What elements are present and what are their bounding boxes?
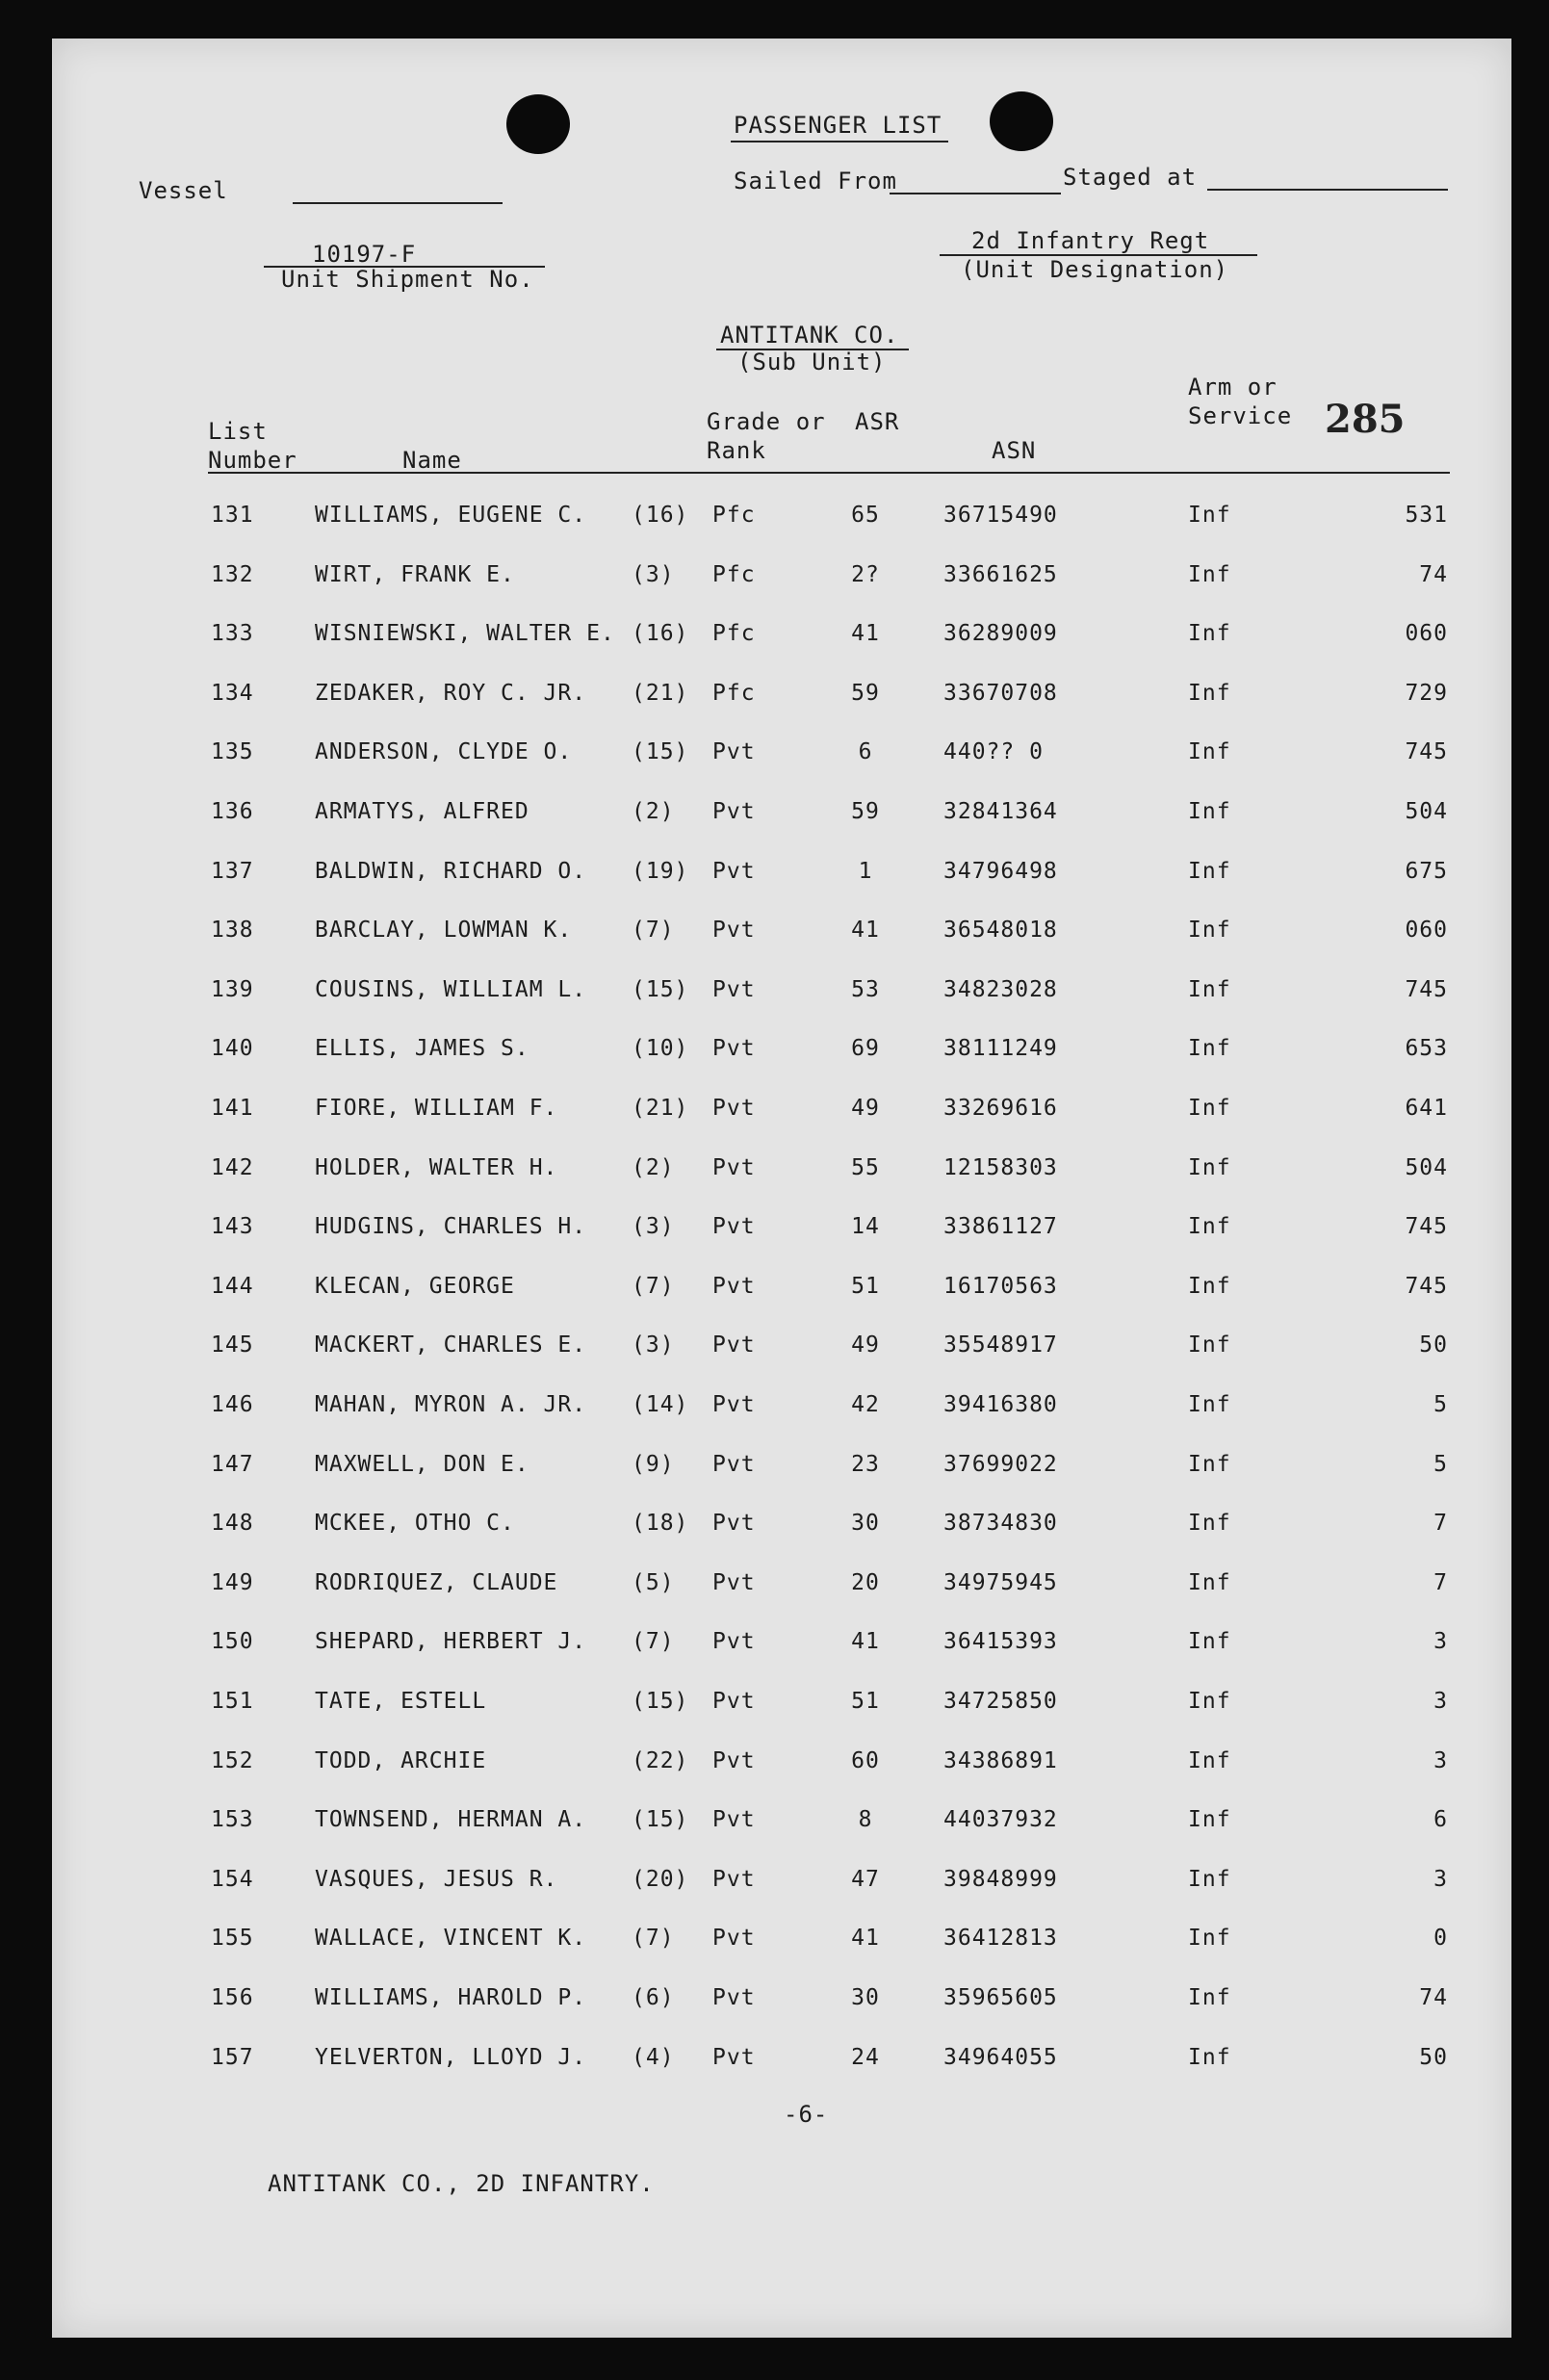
sub-unit: ANTITANK CO. bbox=[720, 322, 899, 349]
passenger-name: WALLACE, VINCENT K. bbox=[315, 1926, 587, 1952]
mos-code: 729 bbox=[1405, 680, 1448, 706]
arm-service: Inf bbox=[1188, 680, 1231, 706]
mos-code: 7 bbox=[1433, 1569, 1448, 1595]
passenger-name: MACKERT, CHARLES E. bbox=[315, 1332, 587, 1358]
asr-score: 20 bbox=[851, 1569, 880, 1595]
table-row bbox=[52, 1274, 1511, 1308]
table-row bbox=[52, 2045, 1511, 2080]
asr-score: 49 bbox=[851, 1096, 880, 1121]
asr-score: 55 bbox=[851, 1154, 880, 1180]
arm-service: Inf bbox=[1188, 621, 1231, 647]
header-rule bbox=[208, 472, 1450, 474]
passenger-name: MAXWELL, DON E. bbox=[315, 1451, 529, 1477]
arm-service: Inf bbox=[1188, 739, 1231, 765]
punch-hole-left bbox=[506, 94, 570, 154]
grade-rank: Pvt bbox=[712, 1273, 756, 1299]
mos-code: 745 bbox=[1405, 1273, 1448, 1299]
asr-score: 30 bbox=[851, 1985, 880, 2010]
col-grade-1: Grade or bbox=[707, 408, 826, 435]
group-code: (15) bbox=[632, 1689, 689, 1714]
table-row bbox=[52, 1748, 1511, 1783]
group-code: (15) bbox=[632, 976, 689, 1002]
grade-rank: Pfc bbox=[712, 503, 756, 528]
group-code: (7) bbox=[632, 918, 675, 944]
serial-number: 12158303 bbox=[943, 1154, 1058, 1180]
grade-rank: Pvt bbox=[712, 2044, 756, 2070]
list-number: 145 bbox=[211, 1332, 254, 1358]
list-number: 133 bbox=[211, 621, 254, 647]
grade-rank: Pvt bbox=[712, 1096, 756, 1121]
serial-number: 38111249 bbox=[943, 1036, 1058, 1062]
arm-service: Inf bbox=[1188, 1154, 1231, 1180]
grade-rank: Pvt bbox=[712, 1866, 756, 1892]
asr-score: 60 bbox=[851, 1747, 880, 1773]
arm-service: Inf bbox=[1188, 1569, 1231, 1595]
serial-number: 36548018 bbox=[943, 918, 1058, 944]
col-asn: ASN bbox=[992, 437, 1037, 464]
asr-score: 14 bbox=[851, 1214, 880, 1240]
group-code: (3) bbox=[632, 1332, 675, 1358]
table-row bbox=[52, 1096, 1511, 1130]
list-number: 138 bbox=[211, 918, 254, 944]
asr-score: 2? bbox=[851, 561, 880, 587]
group-code: (10) bbox=[632, 1036, 689, 1062]
title-underline bbox=[731, 141, 948, 142]
arm-service: Inf bbox=[1188, 1866, 1231, 1892]
arm-service: Inf bbox=[1188, 1273, 1231, 1299]
grade-rank: Pvt bbox=[712, 1511, 756, 1537]
staged-at-line bbox=[1207, 189, 1448, 191]
passenger-name: ANDERSON, CLYDE O. bbox=[315, 739, 573, 765]
group-code: (18) bbox=[632, 1511, 689, 1537]
passenger-name: COUSINS, WILLIAM L. bbox=[315, 976, 587, 1002]
group-code: (15) bbox=[632, 739, 689, 765]
serial-number: 16170563 bbox=[943, 1273, 1058, 1299]
table-row bbox=[52, 977, 1511, 1012]
table-row bbox=[52, 1392, 1511, 1427]
arm-service: Inf bbox=[1188, 799, 1231, 824]
mos-code: 3 bbox=[1433, 1747, 1448, 1773]
asr-score: 59 bbox=[851, 680, 880, 706]
col-arm-1: Arm or bbox=[1188, 374, 1278, 401]
arm-service: Inf bbox=[1188, 1511, 1231, 1537]
grade-rank: Pfc bbox=[712, 561, 756, 587]
group-code: (3) bbox=[632, 1214, 675, 1240]
passenger-name: TOWNSEND, HERMAN A. bbox=[315, 1807, 587, 1833]
mos-code: 3 bbox=[1433, 1689, 1448, 1714]
unit-shipment-label: Unit Shipment No. bbox=[281, 266, 534, 293]
table-row bbox=[52, 1807, 1511, 1842]
asr-score: 49 bbox=[851, 1332, 880, 1358]
arm-service: Inf bbox=[1188, 858, 1231, 884]
serial-number: 34796498 bbox=[943, 858, 1058, 884]
grade-rank: Pfc bbox=[712, 621, 756, 647]
group-code: (7) bbox=[632, 1629, 675, 1655]
list-number: 153 bbox=[211, 1807, 254, 1833]
asr-score: 24 bbox=[851, 2044, 880, 2070]
serial-number: 34725850 bbox=[943, 1689, 1058, 1714]
list-number: 151 bbox=[211, 1689, 254, 1714]
group-code: (6) bbox=[632, 1985, 675, 2010]
punch-hole-right bbox=[990, 91, 1053, 151]
group-code: (21) bbox=[632, 680, 689, 706]
sailed-from-label: Sailed From bbox=[734, 168, 897, 194]
grade-rank: Pvt bbox=[712, 1036, 756, 1062]
grade-rank: Pvt bbox=[712, 1154, 756, 1180]
mos-code: 50 bbox=[1419, 1332, 1448, 1358]
table-row bbox=[52, 1332, 1511, 1367]
list-number: 152 bbox=[211, 1747, 254, 1773]
arm-service: Inf bbox=[1188, 1214, 1231, 1240]
list-number: 146 bbox=[211, 1392, 254, 1417]
arm-service: Inf bbox=[1188, 2044, 1231, 2070]
col-list-number-2: Number bbox=[208, 447, 297, 474]
mos-code: 5 bbox=[1433, 1392, 1448, 1417]
list-number: 149 bbox=[211, 1569, 254, 1595]
mos-code: 3 bbox=[1433, 1866, 1448, 1892]
grade-rank: Pvt bbox=[712, 1451, 756, 1477]
grade-rank: Pvt bbox=[712, 1807, 756, 1833]
passenger-name: WIRT, FRANK E. bbox=[315, 561, 515, 587]
asr-score: 53 bbox=[851, 976, 880, 1002]
mos-code: 0 bbox=[1433, 1926, 1448, 1952]
list-number: 137 bbox=[211, 858, 254, 884]
passenger-name: FIORE, WILLIAM F. bbox=[315, 1096, 558, 1121]
serial-number: 35965605 bbox=[943, 1985, 1058, 2010]
passenger-name: KLECAN, GEORGE bbox=[315, 1273, 515, 1299]
asr-score: 1 bbox=[858, 858, 873, 884]
mos-code: 745 bbox=[1405, 976, 1448, 1002]
passenger-name: ARMATYS, ALFRED bbox=[315, 799, 529, 824]
mos-code: 5 bbox=[1433, 1451, 1448, 1477]
group-code: (7) bbox=[632, 1273, 675, 1299]
mos-code: 504 bbox=[1405, 1154, 1448, 1180]
staged-at-label: Staged at bbox=[1063, 164, 1198, 191]
mos-code: 74 bbox=[1419, 561, 1448, 587]
serial-number: 44037932 bbox=[943, 1807, 1058, 1833]
arm-service: Inf bbox=[1188, 1036, 1231, 1062]
unit-footnote: ANTITANK CO., 2D INFANTRY. bbox=[268, 2170, 655, 2197]
list-number: 157 bbox=[211, 2044, 254, 2070]
group-code: (15) bbox=[632, 1807, 689, 1833]
table-row bbox=[52, 1214, 1511, 1249]
passenger-name: RODRIQUEZ, CLAUDE bbox=[315, 1569, 558, 1595]
arm-service: Inf bbox=[1188, 1747, 1231, 1773]
grade-rank: Pvt bbox=[712, 1926, 756, 1952]
list-number: 156 bbox=[211, 1985, 254, 2010]
table-row bbox=[52, 859, 1511, 893]
table-row bbox=[52, 1689, 1511, 1723]
list-number: 134 bbox=[211, 680, 254, 706]
mos-code: 50 bbox=[1419, 2044, 1448, 2070]
asr-score: 59 bbox=[851, 799, 880, 824]
sub-unit-label: (Sub Unit) bbox=[737, 349, 887, 375]
document-page bbox=[52, 39, 1511, 2338]
list-number: 150 bbox=[211, 1629, 254, 1655]
table-row bbox=[52, 1926, 1511, 1960]
arm-service: Inf bbox=[1188, 918, 1231, 944]
list-number: 136 bbox=[211, 799, 254, 824]
asr-score: 51 bbox=[851, 1273, 880, 1299]
mos-code: 6 bbox=[1433, 1807, 1448, 1833]
serial-number: 39416380 bbox=[943, 1392, 1058, 1417]
table-row bbox=[52, 621, 1511, 656]
list-number: 131 bbox=[211, 503, 254, 528]
asr-score: 42 bbox=[851, 1392, 880, 1417]
arm-service: Inf bbox=[1188, 976, 1231, 1002]
table-row bbox=[52, 1155, 1511, 1190]
table-row bbox=[52, 562, 1511, 597]
group-code: (14) bbox=[632, 1392, 689, 1417]
passenger-name: SHEPARD, HERBERT J. bbox=[315, 1629, 587, 1655]
serial-number: 33670708 bbox=[943, 680, 1058, 706]
arm-service: Inf bbox=[1188, 1985, 1231, 2010]
serial-number: 440?? 0 bbox=[943, 739, 1044, 765]
group-code: (7) bbox=[632, 1926, 675, 1952]
list-number: 141 bbox=[211, 1096, 254, 1121]
asr-score: 51 bbox=[851, 1689, 880, 1714]
col-asr: ASR bbox=[855, 408, 900, 435]
serial-number: 32841364 bbox=[943, 799, 1058, 824]
table-row bbox=[52, 503, 1511, 537]
grade-rank: Pfc bbox=[712, 680, 756, 706]
grade-rank: Pvt bbox=[712, 918, 756, 944]
passenger-name: TODD, ARCHIE bbox=[315, 1747, 487, 1773]
vessel-line bbox=[293, 202, 503, 204]
grade-rank: Pvt bbox=[712, 858, 756, 884]
table-row bbox=[52, 1629, 1511, 1664]
arm-service: Inf bbox=[1188, 1689, 1231, 1714]
mos-code: 653 bbox=[1405, 1036, 1448, 1062]
mos-code: 745 bbox=[1405, 739, 1448, 765]
group-code: (22) bbox=[632, 1747, 689, 1773]
mos-code: 060 bbox=[1405, 621, 1448, 647]
group-code: (3) bbox=[632, 561, 675, 587]
grade-rank: Pvt bbox=[712, 1569, 756, 1595]
group-code: (4) bbox=[632, 2044, 675, 2070]
passenger-name: HUDGINS, CHARLES H. bbox=[315, 1214, 587, 1240]
table-row bbox=[52, 1985, 1511, 2020]
arm-service: Inf bbox=[1188, 1096, 1231, 1121]
mos-code: 641 bbox=[1405, 1096, 1448, 1121]
group-code: (19) bbox=[632, 858, 689, 884]
serial-number: 33661625 bbox=[943, 561, 1058, 587]
passenger-name: BALDWIN, RICHARD O. bbox=[315, 858, 587, 884]
mos-code: 74 bbox=[1419, 1985, 1448, 2010]
table-row bbox=[52, 918, 1511, 952]
mos-code: 3 bbox=[1433, 1629, 1448, 1655]
group-code: (16) bbox=[632, 503, 689, 528]
arm-service: Inf bbox=[1188, 503, 1231, 528]
table-row bbox=[52, 1452, 1511, 1487]
group-code: (9) bbox=[632, 1451, 675, 1477]
group-code: (5) bbox=[632, 1569, 675, 1595]
serial-number: 34964055 bbox=[943, 2044, 1058, 2070]
passenger-name: MCKEE, OTHO C. bbox=[315, 1511, 515, 1537]
passenger-name: VASQUES, JESUS R. bbox=[315, 1866, 558, 1892]
asr-score: 41 bbox=[851, 621, 880, 647]
list-number: 139 bbox=[211, 976, 254, 1002]
arm-service: Inf bbox=[1188, 1332, 1231, 1358]
table-row bbox=[52, 1570, 1511, 1605]
serial-number: 35548917 bbox=[943, 1332, 1058, 1358]
passenger-name: ZEDAKER, ROY C. JR. bbox=[315, 680, 587, 706]
document-title: PASSENGER LIST bbox=[734, 112, 942, 139]
list-number: 144 bbox=[211, 1273, 254, 1299]
arm-service: Inf bbox=[1188, 1926, 1231, 1952]
serial-number: 36289009 bbox=[943, 621, 1058, 647]
asr-score: 6 bbox=[858, 739, 873, 765]
arm-service: Inf bbox=[1188, 1392, 1231, 1417]
mos-code: 504 bbox=[1405, 799, 1448, 824]
serial-number: 33269616 bbox=[943, 1096, 1058, 1121]
grade-rank: Pvt bbox=[712, 1747, 756, 1773]
table-row bbox=[52, 1511, 1511, 1545]
group-code: (21) bbox=[632, 1096, 689, 1121]
page-number: -6- bbox=[784, 2101, 829, 2128]
list-number: 143 bbox=[211, 1214, 254, 1240]
group-code: (16) bbox=[632, 621, 689, 647]
serial-number: 36715490 bbox=[943, 503, 1058, 528]
mos-code: 675 bbox=[1405, 858, 1448, 884]
group-code: (20) bbox=[632, 1866, 689, 1892]
passenger-name: WISNIEWSKI, WALTER E. bbox=[315, 621, 615, 647]
group-code: (2) bbox=[632, 799, 675, 824]
arm-service: Inf bbox=[1188, 1807, 1231, 1833]
grade-rank: Pvt bbox=[712, 799, 756, 824]
grade-rank: Pvt bbox=[712, 1332, 756, 1358]
passenger-name: YELVERTON, LLOYD J. bbox=[315, 2044, 587, 2070]
passenger-name: ELLIS, JAMES S. bbox=[315, 1036, 529, 1062]
serial-number: 34823028 bbox=[943, 976, 1058, 1002]
grade-rank: Pvt bbox=[712, 1689, 756, 1714]
col-list-number-1: List bbox=[208, 418, 268, 445]
passenger-name: WILLIAMS, HAROLD P. bbox=[315, 1985, 587, 2010]
list-number: 135 bbox=[211, 739, 254, 765]
asr-score: 41 bbox=[851, 1926, 880, 1952]
vessel-label: Vessel bbox=[139, 177, 228, 204]
list-number: 154 bbox=[211, 1866, 254, 1892]
list-number: 155 bbox=[211, 1926, 254, 1952]
mos-code: 745 bbox=[1405, 1214, 1448, 1240]
list-number: 147 bbox=[211, 1451, 254, 1477]
col-arm-2: Service bbox=[1188, 402, 1293, 429]
col-name: Name bbox=[402, 447, 462, 474]
unit-shipment-number: 10197-F bbox=[312, 241, 417, 268]
asr-score: 23 bbox=[851, 1451, 880, 1477]
passenger-name: MAHAN, MYRON A. JR. bbox=[315, 1392, 587, 1417]
sailed-from-line bbox=[890, 193, 1061, 194]
mos-code: 060 bbox=[1405, 918, 1448, 944]
table-row bbox=[52, 739, 1511, 774]
asr-score: 47 bbox=[851, 1866, 880, 1892]
grade-rank: Pvt bbox=[712, 976, 756, 1002]
passenger-name: BARCLAY, LOWMAN K. bbox=[315, 918, 573, 944]
table-row bbox=[52, 1036, 1511, 1071]
serial-number: 38734830 bbox=[943, 1511, 1058, 1537]
serial-number: 33861127 bbox=[943, 1214, 1058, 1240]
list-number: 140 bbox=[211, 1036, 254, 1062]
col-grade-2: Rank bbox=[707, 437, 766, 464]
asr-score: 41 bbox=[851, 1629, 880, 1655]
asr-score: 69 bbox=[851, 1036, 880, 1062]
arm-service: Inf bbox=[1188, 1451, 1231, 1477]
serial-number: 37699022 bbox=[943, 1451, 1058, 1477]
grade-rank: Pvt bbox=[712, 1629, 756, 1655]
list-number: 148 bbox=[211, 1511, 254, 1537]
table-row bbox=[52, 1867, 1511, 1901]
serial-number: 39848999 bbox=[943, 1866, 1058, 1892]
grade-rank: Pvt bbox=[712, 739, 756, 765]
passenger-name: HOLDER, WALTER H. bbox=[315, 1154, 558, 1180]
grade-rank: Pvt bbox=[712, 1392, 756, 1417]
serial-number: 36412813 bbox=[943, 1926, 1058, 1952]
passenger-name: TATE, ESTELL bbox=[315, 1689, 487, 1714]
arm-service: Inf bbox=[1188, 561, 1231, 587]
unit-designation: 2d Infantry Regt bbox=[971, 227, 1210, 254]
serial-number: 36415393 bbox=[943, 1629, 1058, 1655]
list-number: 142 bbox=[211, 1154, 254, 1180]
asr-score: 30 bbox=[851, 1511, 880, 1537]
passenger-name: WILLIAMS, EUGENE C. bbox=[315, 503, 587, 528]
asr-score: 8 bbox=[858, 1807, 873, 1833]
handwritten-page-number: 285 bbox=[1325, 397, 1406, 442]
serial-number: 34386891 bbox=[943, 1747, 1058, 1773]
list-number: 132 bbox=[211, 561, 254, 587]
asr-score: 65 bbox=[851, 503, 880, 528]
group-code: (2) bbox=[632, 1154, 675, 1180]
grade-rank: Pvt bbox=[712, 1214, 756, 1240]
unit-designation-label: (Unit Designation) bbox=[961, 256, 1229, 283]
table-row bbox=[52, 799, 1511, 834]
serial-number: 34975945 bbox=[943, 1569, 1058, 1595]
grade-rank: Pvt bbox=[712, 1985, 756, 2010]
mos-code: 7 bbox=[1433, 1511, 1448, 1537]
asr-score: 41 bbox=[851, 918, 880, 944]
table-row bbox=[52, 681, 1511, 715]
mos-code: 531 bbox=[1405, 503, 1448, 528]
arm-service: Inf bbox=[1188, 1629, 1231, 1655]
